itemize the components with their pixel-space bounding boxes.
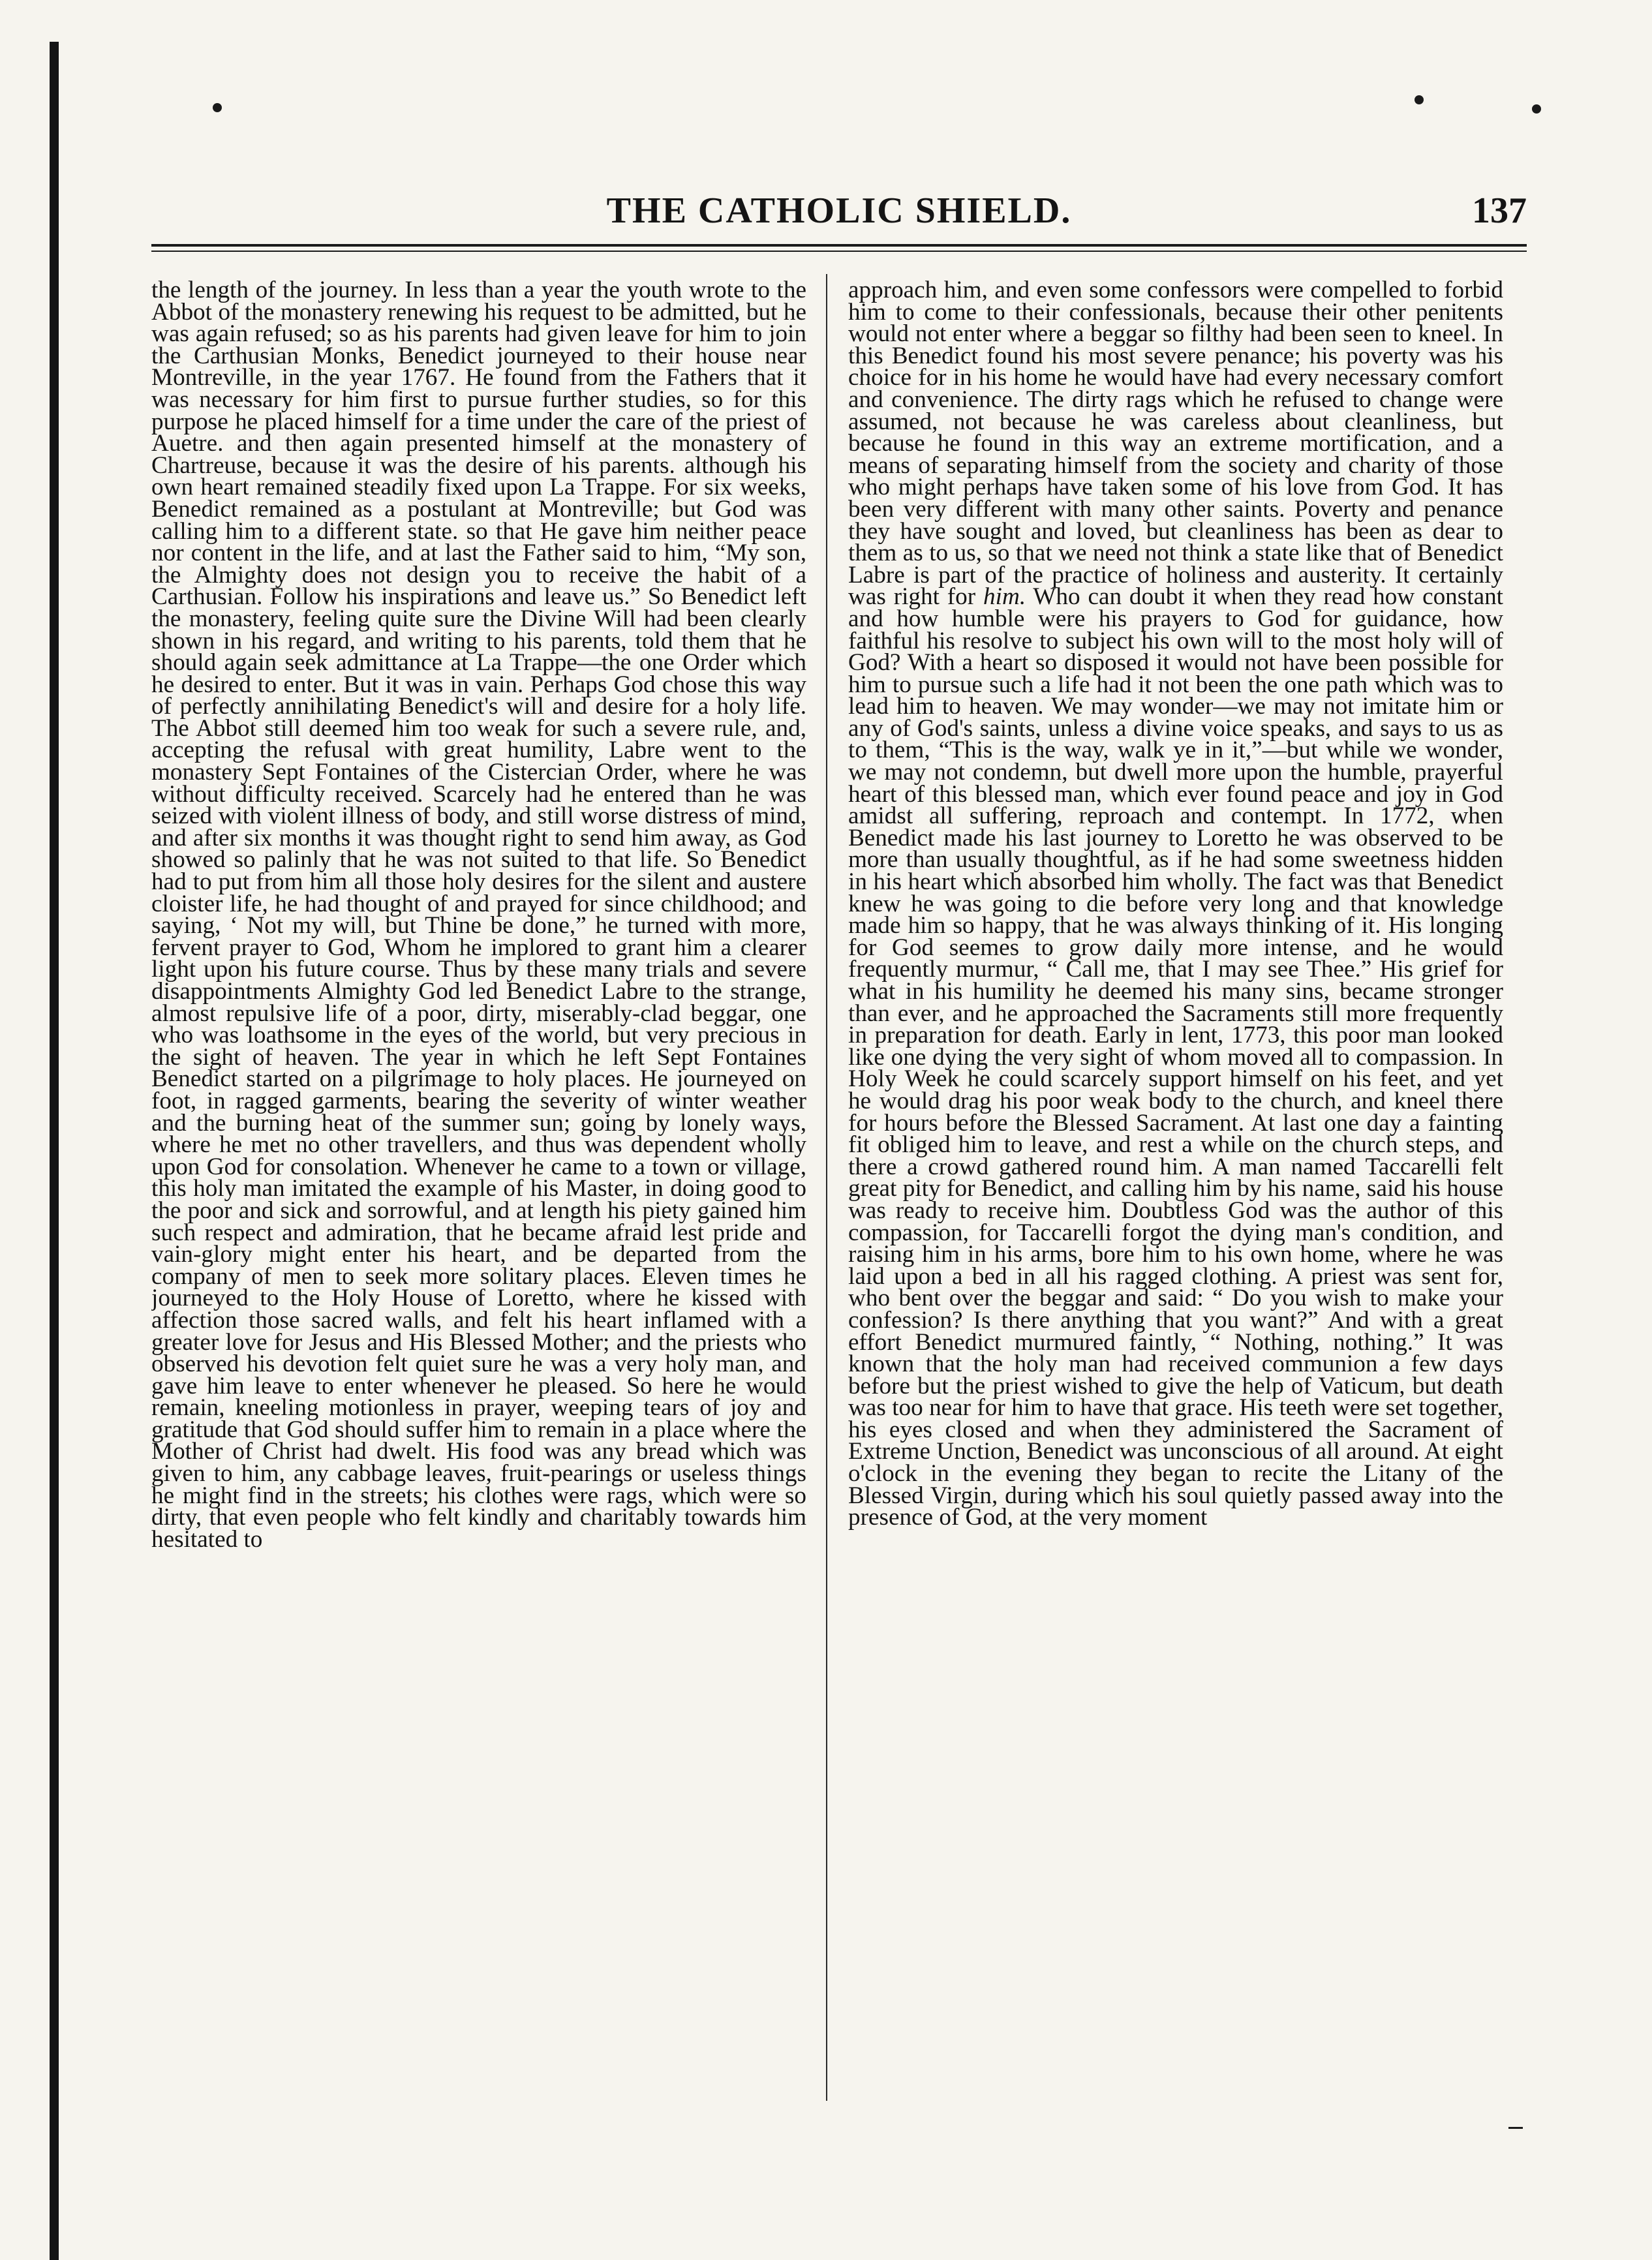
left-column-text: the length of the journey. In less than a year the youth wrote to the Abbot of the monastery renewing his request to be admitted, but he was again refused; so as his parents had given leave for him to join the Carthusian Monks, Benedict journeyed to their house near Montreville, in the year 1767. He found from the Fathers that it was necessary for him first to pursue further studies, so for this purpose he placed himself for a time under the care of the priest of Auetre. and then again presented himself at the monastery of Chartreuse, because it was the desire of his parents. although his own heart remained steadily fixed upon La Trappe. For six weeks, Benedict remained as a postulant at Montreville; but God was calling him to a different state. so that He gave him neither peace nor content in the life, and at last the Father said to him, “My son, the Almighty does not design you to receive the habit of a Carthusian. Follow his inspirations and leave us.” So Benedict left the monastery, feeling quite sure the Divine Will had been clearly shown in his regard, and writing to his parents, told them that he should again seek admittance at La Trappe—the one Order which he desired to enter. But it was in vain. Perhaps God chose this way of perfectly annihilating Benedict's will and desire for a holy life. The Abbot still deemed him too weak for such a severe rule, and, accepting the refusal with great humility, Labre went to the monastery Sept Fontaines of the Cistercian Order, where he was without difficulty received. Scarcely had he entered than he was seized with violent illness of body, and still worse distress of mind, and after six months it was thought right to send him away, as God showed so palinly that he was not suited to that life. So Benedict had to put from him all those holy desires for the silent and austere cloister life, he had thought of and prayed for since childhood; and saying, ‘ Not my will, but Thine be done,” he turned with more, fervent prayer to God, Whom he implored to grant him a clearer light upon his future course. Thus by these many trials and severe disappointments Almighty God led Benedict Labre to the strange, almost repulsive life of a poor, dirty, miserably-clad beggar, one who was loathsome in the eyes of the world, but very precious in the sight of heaven. The year in which he left Sept Fontaines Benedict started on a pilgrimage to holy places. He journeyed on foot, in ragged garments, bearing the severity of winter weather and the burning heat of the summer sun; going by lonely ways, where he met no other travellers, and thus was dependent wholly upon God for consolation. Whenever he came to a town or village, this holy man imitated the example of his Master, in doing good to the poor and sick and sorrowful, and at length his piety gained him such respect and admiration, that he became afraid lest pride and vain-glory might enter his heart, and be departed from the company of men to seek more solitary places. Eleven times he journeyed to the Holy House of Loretto, where he kissed with affection those sacred walls, and felt his heart inflamed with a greater love for Jesus and His Blessed Mother; and the priests who observed his devotion felt quiet sure he was a very holy man, and gave him leave to enter whenever he pleased. So here he would remain, kneeling motionless in prayer, weeping tears of joy and gratitude that God should suffer him to remain in a place where the Mother of Christ had dwelt. His food was any bread which was given to him, any cabbage leaves, fruit-pearings or useless things he might find in the streets; his clothes were rags, which were so dirty, that even people who felt kindly and charitably towards him hesitated to	[151, 279, 806, 1553]
speck-mark	[213, 103, 222, 112]
speck-mark	[1532, 104, 1541, 114]
emphasized-word: him.	[983, 583, 1026, 611]
header-rule	[151, 251, 1527, 252]
page-title: THE CATHOLIC SHIELD.	[606, 191, 1072, 231]
right-column-text-part: approach him, and even some confessors were compelled to forbid him to come to their confessionals, because their other penitents would not enter where a beggar so filthy had been seen to kneel. In this Benedict found his most severe penance; his poverty was his choice for in his home he would have had every necessary comfort and convenience. The dirty rags which he refused to change were assumed, not because he was careless about cleanliness, but because he found in this way an extreme mortification, and a means of separating himself from the society and charity of those who might perhaps have taken some of his love from God. It has been very different with many other saints. Poverty and penance they have sought and loved, but cleanliness has been as dear to them as to us, so that we need not think a state like that of Benedict Labre is part of the practice of holiness and austerity. It certainly was right for	[848, 279, 1503, 611]
speck-mark	[1415, 95, 1424, 104]
page-number: 137	[1472, 191, 1527, 231]
right-column-text-part: Who can doubt it when they read how constant and how humble were his prayers to God for guidance, how faithful his resolve to subject his own will to the most holy will of God? With a heart so disposed it would not have been possible for him to pursue such a life had it not been the one path which was to lead him to heaven. We may wonder—we may not imitate him or any of God's saints, unless a divine voice speaks, and says to us as to them, “This is the way, walk ye in it,”—but while we wonder, we may not condemn, but dwell more upon the humble, prayerful heart of this blessed man, which ever found peace and joy in God amidst all suffering, reproach and contempt. In 1772, when Benedict made his last journey to Loretto he was observed to be more than usually thoughtful, as if he had some sweetness hidden in his heart which absorbed him wholly. The fact was that Benedict knew he was going to die before very long and that knowledge made him so happy, that he was always thinking of it. His longing for God seemes to grow daily more intense, and he would frequently murmur, “ Call me, that I may see Thee.” His grief for what in his humility he deemed his many sins, became stronger than ever, and he approached the Sacraments still more frequently in preparation for death. Early in lent, 1773, this poor man looked like one dying the very sight of whom moved all to compassion. In Holy Week he could scarcely support himself on his feet, and yet he would drag his poor weak body to the church, and kneel there for hours before the Blessed Sacrament. At last one day a fainting fit obliged him to leave, and rest a while on the church steps, and there a crowd gathered round him. A man named Taccarelli felt great pity for Benedict, and calling him by his name, said his house was ready to receive him. Doubtless God was the author of this compassion, for Taccarelli forgot the dying man's condition, and raising him in his arms, bore him to his own home, where he was laid upon a bed in all his ragged clothing. A priest was sent for, who bent over the beggar and said: “ Do you wish to make your confession? Is there anything that you want?” And with a great effort Benedict murmured faintly, “ Nothing, nothing.” It was known that the holy man had received communion a few days before but the priest wished to give the help of Vaticum, but death was too near for him to have that grace. His teeth were set together, his eyes closed and when they administered the Sacrament of Extreme Unction, Benedict was unconscious of all around. At eight o'clock in the evening they began to recite the Litany of the Blessed Virgin, during which his soul quietly passed away into the presence of God, at the very moment	[848, 583, 1503, 1531]
margin-rule	[50, 42, 59, 2260]
running-head	[151, 188, 1527, 240]
right-column-text	[848, 279, 1503, 2100]
column-divider	[826, 274, 827, 2101]
continuation-dash	[1508, 2127, 1523, 2129]
header-rule	[151, 244, 1527, 247]
